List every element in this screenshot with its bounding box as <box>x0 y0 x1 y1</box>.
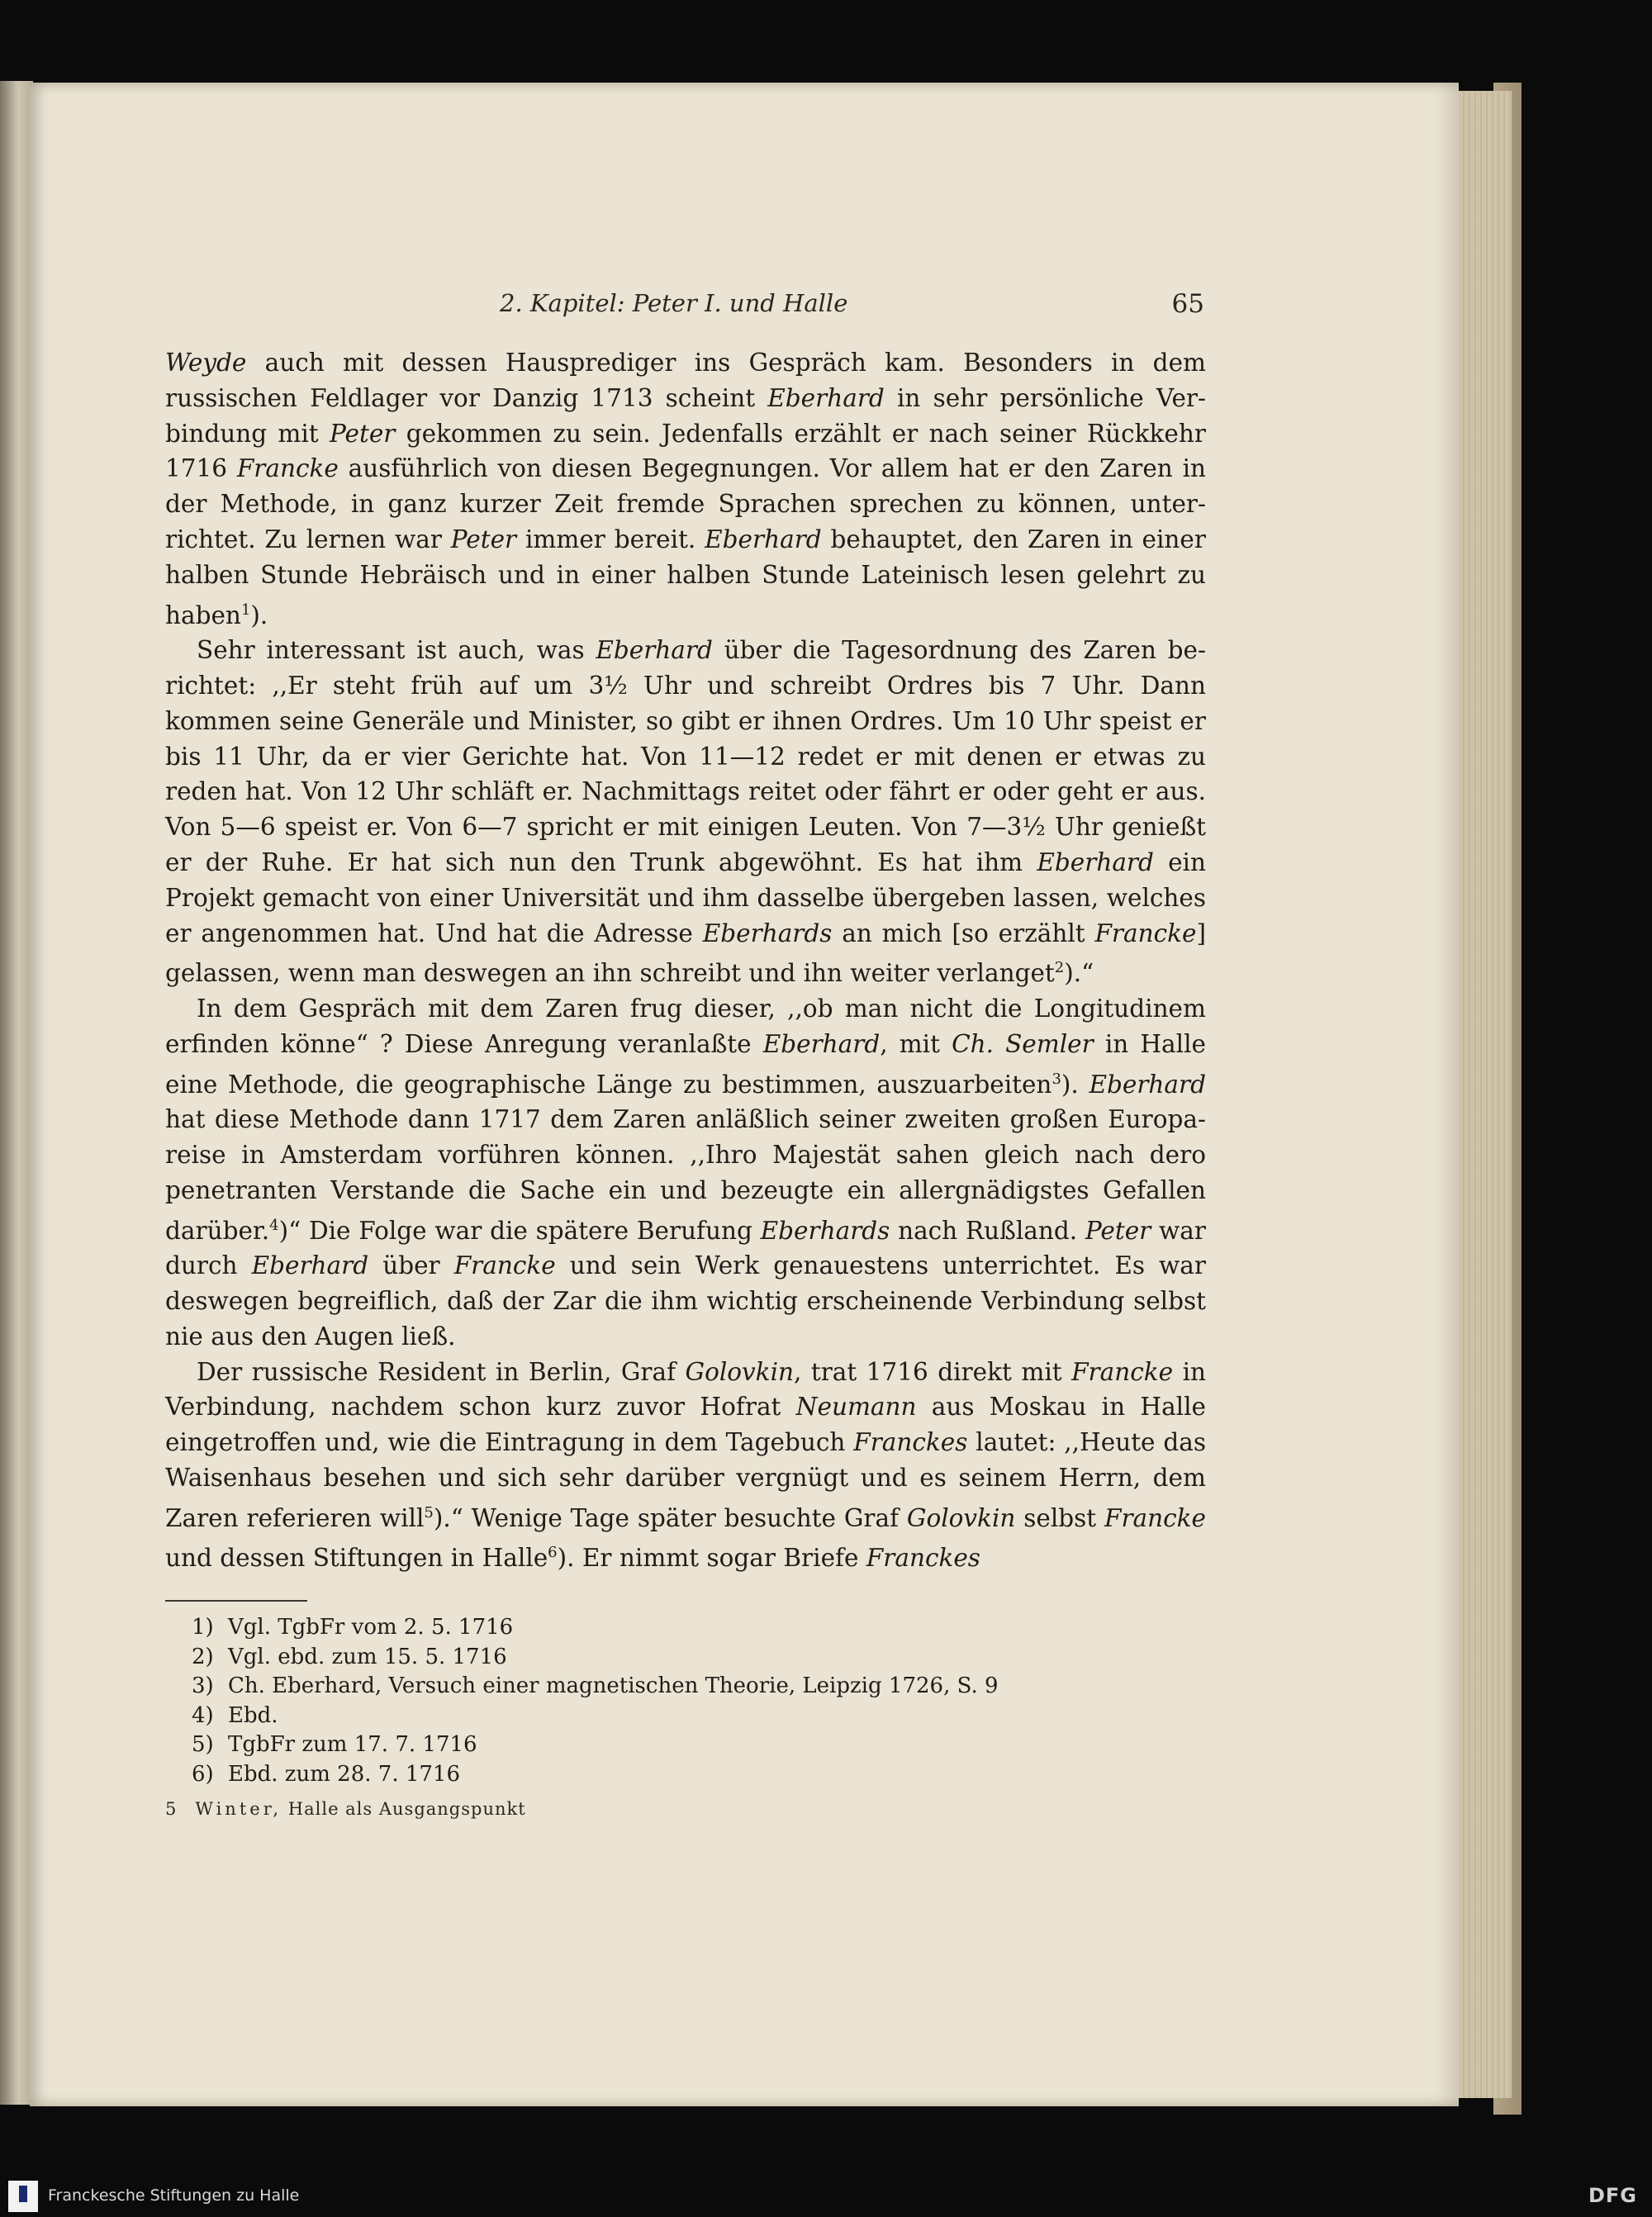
italic-name: Francke <box>453 1251 556 1280</box>
body-paragraph <box>165 1355 1206 1576</box>
italic-name: Weyde <box>165 349 247 377</box>
footnote-mark: 6) <box>192 1761 214 1787</box>
italic-name: Eberhard <box>251 1251 369 1280</box>
footnote-reference: 3 <box>1051 1070 1061 1088</box>
footnote-text: Ebd. <box>228 1702 278 1728</box>
signature-author: Winter, <box>195 1799 282 1819</box>
italic-name: Franckes <box>853 1428 968 1457</box>
footnote-text: Ebd. zum 28. 7. 1716 <box>228 1761 461 1787</box>
body-text <box>165 345 1206 1576</box>
footnote-text: TgbFr zum 17. 7. 1716 <box>228 1732 477 1757</box>
text-run: Der russische Resident in Berlin, Graf <box>197 1357 686 1386</box>
signature-number: 5 <box>165 1799 178 1819</box>
footnote <box>192 1702 1183 1731</box>
text-run: Sehr interessant ist auch, was <box>197 636 596 665</box>
footnote <box>192 1760 1183 1790</box>
text-run: ).“ <box>1064 959 1094 988</box>
italic-name: Golovkin <box>906 1503 1016 1532</box>
footnote-mark: 5) <box>192 1732 214 1757</box>
text-run: nach Rußland. <box>890 1216 1085 1245</box>
italic-name: Ch. Semler <box>952 1029 1094 1058</box>
body-paragraph <box>165 991 1206 1355</box>
page-block-edges <box>1454 91 1512 2098</box>
footnote <box>192 1613 1183 1643</box>
footnote-reference: 5 <box>424 1503 434 1522</box>
footnote <box>192 1643 1183 1673</box>
italic-name: Peter <box>1085 1216 1151 1245</box>
text-run: , trat 1716 direkt mit <box>794 1357 1072 1386</box>
text-run: in sehr persönliche Verbindung mit <box>165 383 1206 448</box>
text-run: ). <box>250 601 268 629</box>
footnote-mark: 4) <box>192 1702 214 1728</box>
footnotes <box>192 1613 1183 1789</box>
italic-name: Eberhards <box>702 919 833 947</box>
running-title: 2. Kapitel: Peter I. und Halle <box>500 289 848 317</box>
text-run: und dessen Stiftungen in Halle <box>165 1544 548 1573</box>
italic-name: Francke <box>236 454 339 483</box>
footnote-mark: 3) <box>192 1673 214 1698</box>
text-run: über die Tagesordnung des Zaren berichtet: ,,Er steht früh auf um 3½ Uhr und schreibt Ordres bis 7 Uhr. Dann kommen seine Generäle und Minister, so gibt er ihnen Ordres. Um 10 Uhr speist er bis 11 Uhr, da er vier Gerichte hat. Von 11—12 redet er mit denen er etwas zu reden hat. Von 12 Uhr schläft er. Nachmittags reitet oder fährt er oder geht er aus. Von 5—6 speist er. Von 6—7 spricht er mit einigen Leuten. Von 7—3½ Uhr genießt er der Ruhe. Er hat sich nun den Trunk abgewöhnt. Es hat ihm <box>165 636 1206 876</box>
institution-name: Franckesche Stiftungen zu Halle <box>48 2186 300 2205</box>
italic-name: Eberhard <box>767 383 885 412</box>
previous-page-edge <box>0 81 33 2105</box>
text-run: und sein Werk genauestens unterrichtet. Es war deswegen begreiflich, daß der Zar die ihm wichtig erscheinende Verbindung selbst nie aus den Augen ließ. <box>165 1251 1206 1351</box>
text-run: ausführlich von diesen Begegnungen. Vor allem hat er den Zaren in der Methode, in ganz kurzer Zeit fremde Sprachen sprechen zu können, unterrichtet. Zu lernen war <box>165 454 1206 553</box>
italic-name: Franckes <box>866 1544 980 1573</box>
text-run: hat diese Methode dann 1717 dem Zaren anläßlich seiner zweiten großen Europareise in Amsterdam vorführen können. ,,Ihro Majestät sahen gleich nach dero penetranten Verstande die Sache ein und bezeugte ein allergnädigstes Gefallen darüber. <box>165 1105 1206 1245</box>
italic-name: Eberhard <box>1089 1070 1206 1099</box>
text-run: war durch <box>165 1216 1206 1280</box>
footnote-rule <box>165 1600 307 1602</box>
body-paragraph <box>165 345 1206 633</box>
footnote-text: Ch. Eberhard, Versuch einer magnetischen Theorie, Leipzig 1726, S. 9 <box>228 1673 999 1698</box>
italic-name: Francke <box>1104 1503 1206 1532</box>
italic-name: Eberhard <box>1037 847 1154 876</box>
italic-name: Francke <box>1094 919 1197 947</box>
footnote <box>192 1672 1183 1702</box>
footnote-reference: 2 <box>1054 959 1065 977</box>
footnote-text: Vgl. TgbFr vom 2. 5. 1716 <box>228 1615 514 1640</box>
italic-name: Neumann <box>795 1393 917 1422</box>
text-run: immer bereit. <box>516 525 705 553</box>
italic-name: Francke <box>1071 1357 1174 1386</box>
signature-title: Halle als Ausgangspunkt <box>287 1799 526 1819</box>
page-number: 65 <box>1171 289 1204 319</box>
text-run: ] gelassen, wenn man deswegen an ihn schreibt und ihn weiter verlanget <box>165 919 1206 988</box>
text-run: behauptet, den Zaren in einer halben Stunde Hebräisch und in einer halben Stunde Lateinisch lesen gelehrt zu haben <box>165 525 1206 629</box>
footnote-reference: 1 <box>240 601 251 619</box>
text-run: in Verbindung, nachdem schon kurz zuvor Hofrat <box>165 1357 1206 1422</box>
italic-name: Golovkin <box>685 1357 794 1386</box>
footnote-reference: 4 <box>269 1216 279 1234</box>
text-run: ). Er nimmt sogar Briefe <box>557 1544 866 1573</box>
text-run: auch mit dessen Hausprediger ins Gespräch kam. Besonders in dem russischen Feldlager vor Danzig 1713 scheint <box>165 349 1206 412</box>
text-run: ). <box>1061 1070 1089 1099</box>
text-run: aus Moskau in Halle eingetroffen und, wie die Eintragung in dem Tagebuch <box>165 1393 1206 1457</box>
text-run: selbst <box>1015 1503 1104 1532</box>
footnote-mark: 1) <box>192 1615 214 1640</box>
text-run: lautet: ,,Heute das Waisenhaus besehen und sich sehr darüber vergnügt und es seinem Herrn, dem Zaren referieren will <box>165 1428 1206 1532</box>
italic-name: Eberhards <box>760 1216 890 1245</box>
text-run: über <box>368 1251 454 1280</box>
italic-name: Eberhard <box>762 1029 881 1058</box>
text-run: in Halle eine Methode, die geographische Länge zu bestimmen, auszuarbeiten <box>165 1029 1206 1099</box>
institution-logo-icon <box>8 2181 38 2212</box>
viewer-footer <box>0 2176 1652 2217</box>
printer-signature <box>165 1799 526 1819</box>
footnote-reference: 6 <box>548 1544 558 1562</box>
text-run: ).“ Wenige Tage später besuchte Graf <box>433 1503 907 1532</box>
footnote <box>192 1730 1183 1760</box>
body-paragraph <box>165 633 1206 991</box>
italic-name: Peter <box>450 525 517 553</box>
text-run: ein Projekt gemacht von einer Universität und ihm dasselbe übergeben lassen, welches er angenommen hat. Und hat die Adresse <box>165 847 1206 947</box>
footnote-text: Vgl. ebd. zum 15. 5. 1716 <box>228 1644 507 1669</box>
text-run: )“ Die Folge war die spätere Berufung <box>278 1216 761 1245</box>
text-run: an mich [so erzählt <box>832 919 1095 947</box>
text-run: , mit <box>880 1029 952 1058</box>
italic-name: Peter <box>329 419 396 448</box>
italic-name: Eberhard <box>596 636 713 665</box>
dfg-badge: DFG <box>1588 2184 1637 2207</box>
text-run: In dem Gespräch mit dem Zaren frug dieser, ,,ob man nicht die Longitudinem erfinden könne“ ? Diese Anregung veranlaßte <box>165 995 1206 1058</box>
footnote-mark: 2) <box>192 1644 214 1669</box>
italic-name: Eberhard <box>705 525 822 553</box>
text-run: gekommen zu sein. Jedenfalls erzählt er nach seiner Rückkehr 1716 <box>165 419 1206 483</box>
